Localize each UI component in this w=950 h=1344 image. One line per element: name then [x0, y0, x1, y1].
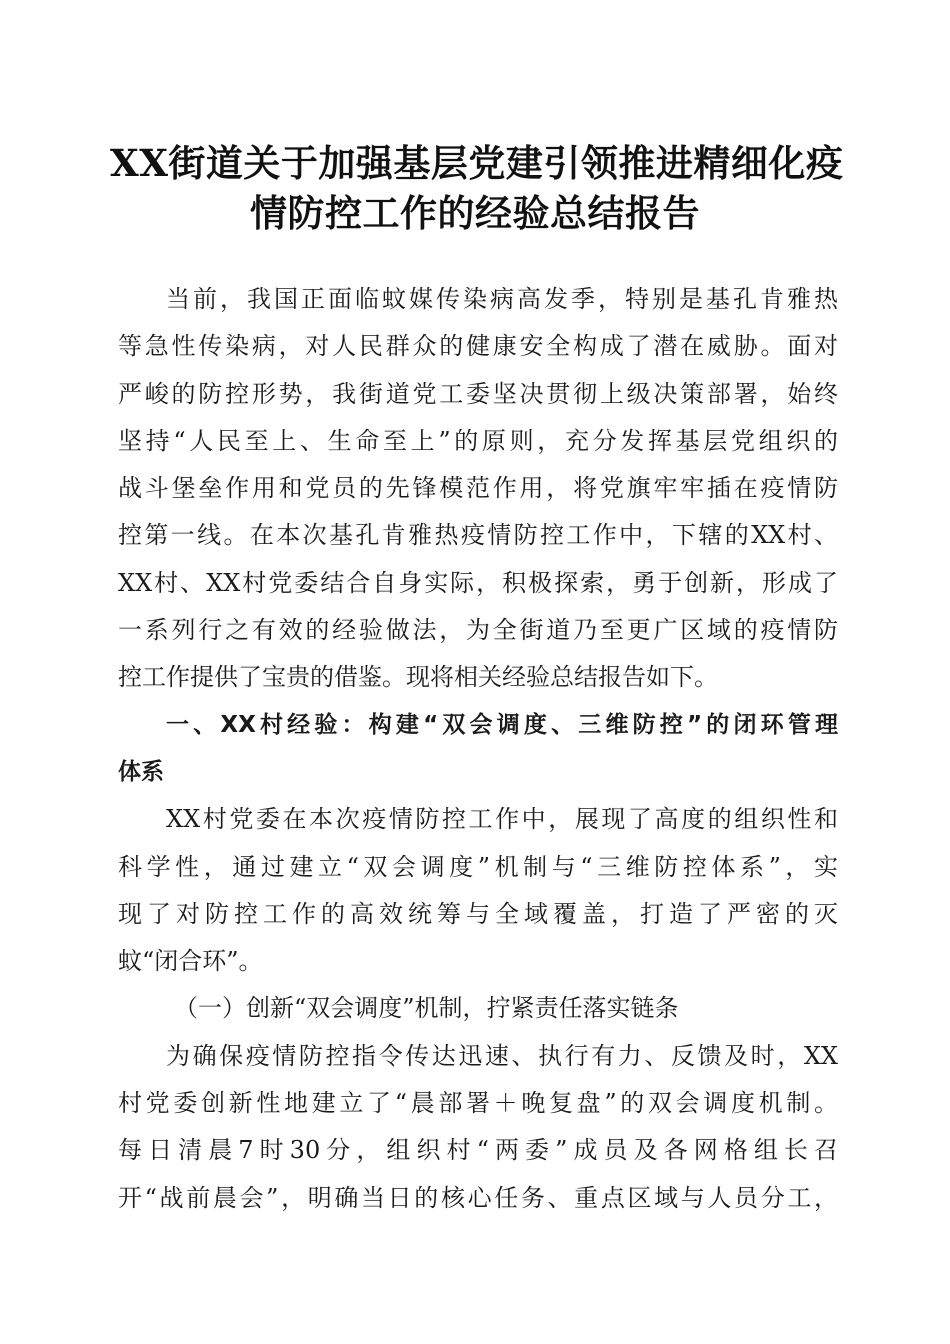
- section-line: 科学性，通过建立“双会调度”机制与“三维防控体系”，实: [118, 852, 838, 881]
- title-line-1: XX街道关于加强基层党建引领推进精细化疫: [110, 141, 844, 185]
- intro-line: 控第一线。在本次基孔肯雅热疫情防控工作中，下辖的XX村、: [118, 521, 838, 550]
- section-heading-line: 体系: [118, 758, 164, 785]
- document-body: [118, 276, 838, 1222]
- intro-line: 当前，我国正面临蚊媒传染病高发季，特别是基孔肯雅热: [166, 285, 838, 313]
- intro-line: 战斗堡垒作用和党员的先锋模范作用，将党旗牢牢插在疫情防: [118, 474, 838, 503]
- subsection-heading: （一）创新“双会调度”机制，拧紧责任落实链条: [174, 994, 679, 1023]
- title-line-2: 情防控工作的经验总结报告: [250, 191, 700, 235]
- intro-line: XX村、XX村党委结合自身实际，积极探索，勇于创新，形成了: [118, 568, 838, 597]
- intro-line: 控工作提供了宝贵的借鉴。现将相关经验总结报告如下。: [118, 663, 718, 692]
- intro-line: 一系列行之有效的经验做法，为全街道乃至更广区域的疫情防: [118, 616, 838, 645]
- section-line: 现了对防控工作的高效统筹与全域覆盖，打造了严密的灭: [118, 899, 838, 928]
- intro-line: 坚持“人民至上、生命至上”的原则，充分发挥基层党组织的: [118, 426, 838, 455]
- section-line: XX村党委在本次疫情防控工作中，展现了高度的组织性和: [166, 805, 838, 834]
- section-heading-line: 一、XX村经验：构建“双会调度、三维防控”的闭环管理: [166, 711, 838, 738]
- intro-line: 等急性传染病，对人民群众的健康安全构成了潜在威胁。面对: [118, 332, 838, 361]
- intro-line: 严峻的防控形势，我街道党工委坚决贯彻上级决策部署，始终: [118, 379, 838, 408]
- subsection-line: 开“战前晨会”，明确当日的核心任务、重点区域与人员分工，: [118, 1183, 838, 1212]
- section-line: 蚊“闭合环”。: [118, 947, 263, 976]
- subsection-line: 村党委创新性地建立了“晨部署＋晚复盘”的双会调度机制。: [118, 1089, 838, 1118]
- subsection-line: 为确保疫情防控指令传达迅速、执行有力、反馈及时，XX: [166, 1041, 838, 1070]
- subsection-line: 每日清晨7时30分，组织村“两委”成员及各网格组长召: [118, 1136, 838, 1165]
- document-title: [110, 138, 844, 238]
